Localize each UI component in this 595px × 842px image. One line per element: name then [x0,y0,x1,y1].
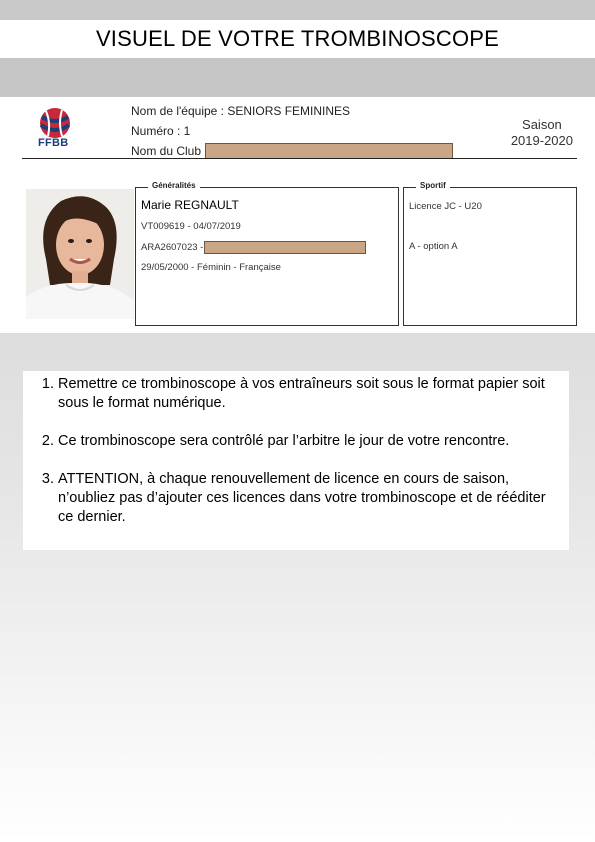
club-code-redaction [204,241,366,254]
club-code-line [141,241,366,254]
page-title: VISUEL DE VOTRE TROMBINOSCOPE [95,26,500,51]
logo-text: FFBB [38,137,69,149]
season-value: 2019-2020 [510,133,573,148]
instructions-list [23,371,569,527]
instruction-item: 3. ATTENTION, à chaque renouvellement de licence en cours de saison, n’oubliez pas d’ajouter ces licences dans votre trombinoscope et de rééditer ce dernier. [58,470,559,527]
season-label: Saison [522,117,562,132]
generalites-box [135,181,399,326]
title-bar [0,20,595,58]
team-line: Nom de l'équipe : SENIORS FEMININES [131,104,351,118]
birth-line: 29/05/2000 - Féminin - Française [141,262,281,273]
license-card [0,97,595,333]
instructions-box [23,371,569,550]
generalites-legend: Généralités [148,181,200,190]
number-line: Numéro : 1 [131,124,191,138]
player-photo [26,189,134,319]
header-divider [22,158,577,159]
player-photo-icon [26,189,134,319]
club-label: Nom du Club [131,144,202,158]
card-header [131,101,453,161]
season-block [511,117,573,149]
club-code: ARA2607023 - [141,242,204,253]
top-strip [0,0,595,20]
sportif-legend: Sportif [416,181,450,190]
license-type: Licence JC - U20 [409,201,482,212]
sportif-box [403,181,577,326]
license-option: A - option A [409,241,458,252]
grey-band [0,58,595,97]
club-redaction [205,143,453,159]
instruction-item: 1. Remettre ce trombinoscope à vos entraîneurs soit sous le format papier soit sous le format numérique. [58,375,559,413]
player-name: Marie REGNAULT [141,198,239,212]
license-line: VT009619 - 04/07/2019 [141,221,241,232]
instruction-item: 2. Ce trombinoscope sera contrôlé par l’arbitre le jour de votre rencontre. [58,432,559,451]
